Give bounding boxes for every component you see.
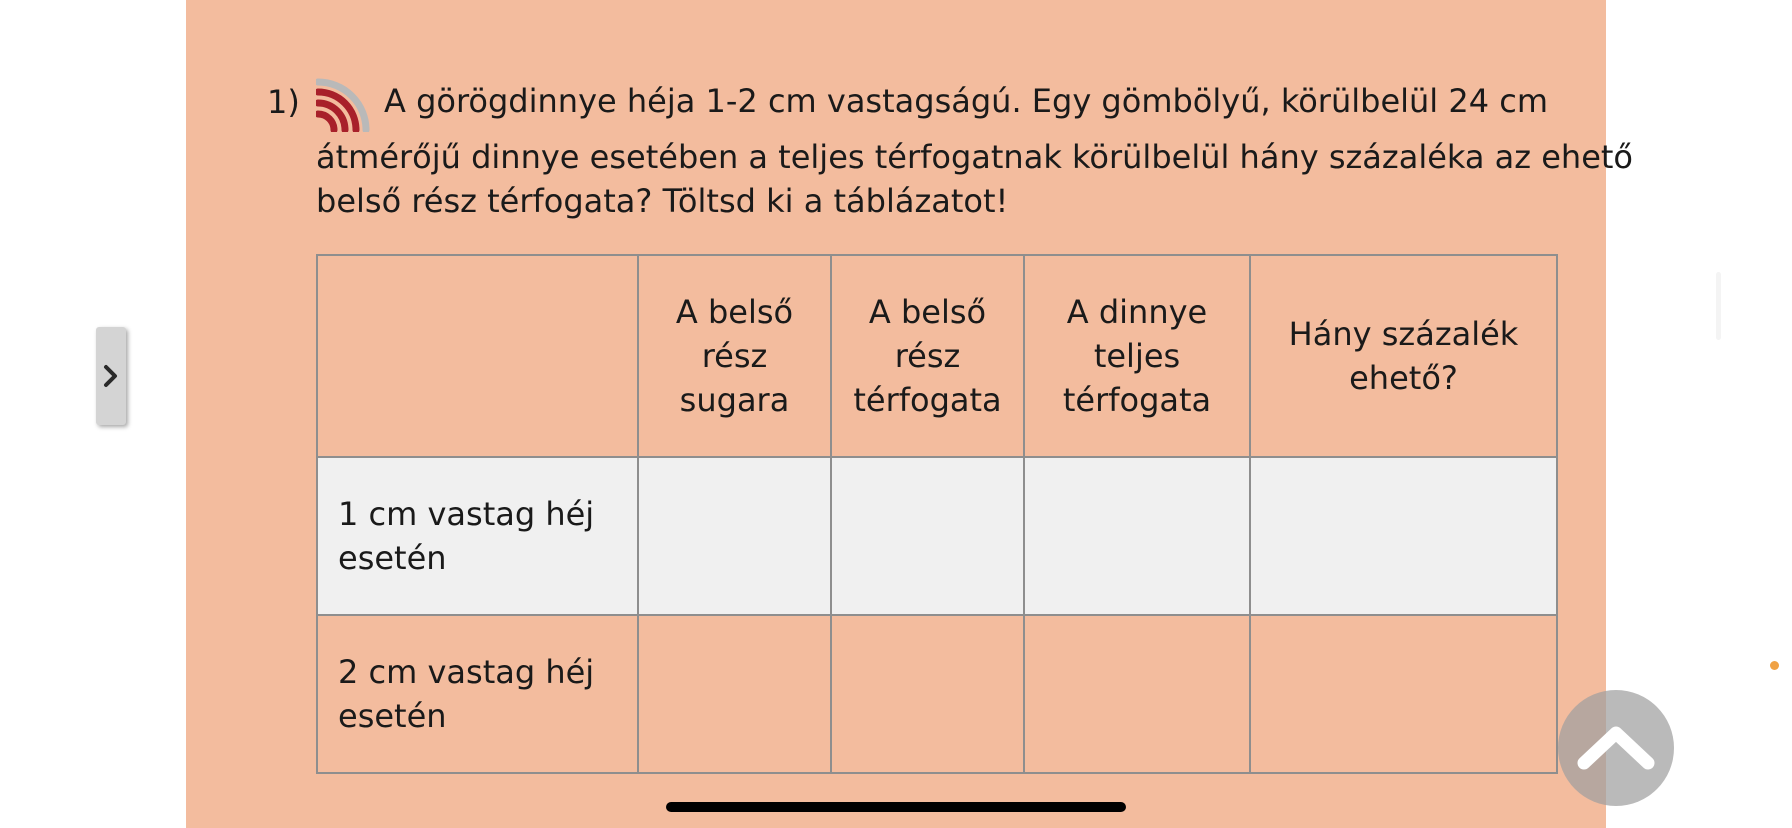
header-text: térfogata: [853, 381, 1002, 419]
header-text: Hány százalék: [1288, 315, 1519, 353]
question-text-line: A görögdinnye héja 1-2 cm vastagságú. Egy gömbölyű, körülbelül 24 cm: [384, 82, 1549, 120]
chevron-up-icon: [1576, 723, 1656, 773]
row-label-text: 2 cm vastag héj: [338, 653, 595, 691]
answer-cell[interactable]: [831, 457, 1024, 615]
table-header-edible-percent: [1250, 255, 1557, 457]
table-row: [317, 615, 1557, 773]
answer-cell[interactable]: [638, 615, 831, 773]
row-label-text: 1 cm vastag héj: [338, 495, 595, 533]
header-text: rész: [701, 337, 768, 375]
scroll-to-top-button[interactable]: [1558, 690, 1674, 806]
header-text: A belső: [868, 293, 987, 331]
row-label-2cm: [317, 615, 638, 773]
answer-cell[interactable]: [1024, 615, 1250, 773]
row-label-text: esetén: [338, 697, 447, 735]
table-header-total-volume: [1024, 255, 1250, 457]
table-header-inner-volume: [831, 255, 1024, 457]
header-text: térfogata: [1062, 381, 1212, 419]
answer-cell[interactable]: [1024, 457, 1250, 615]
row-label-text: esetén: [338, 539, 447, 577]
answer-cell[interactable]: [831, 615, 1024, 773]
status-dot: [1770, 661, 1779, 670]
question-text-line: átmérőjű dinnye esetében a teljes térfogatnak körülbelül hány százaléka az ehető: [316, 138, 1633, 176]
header-text: sugara: [679, 381, 790, 419]
header-text: A belső: [675, 293, 794, 331]
answer-cell[interactable]: [1250, 615, 1557, 773]
audio-signal-icon[interactable]: [316, 72, 376, 132]
table-header-empty: [317, 255, 638, 457]
question-text-line: belső rész térfogata? Töltsd ki a táblázatot!: [316, 182, 1009, 220]
table-header-row: [317, 255, 1557, 457]
answer-cell[interactable]: [638, 457, 831, 615]
question-number: 1): [267, 83, 300, 121]
header-text: A dinnye: [1066, 293, 1208, 331]
table-row: [317, 457, 1557, 615]
answer-table: [316, 254, 1558, 774]
home-indicator[interactable]: [666, 802, 1126, 812]
header-text: ehető?: [1349, 359, 1458, 397]
header-text: rész: [894, 337, 961, 375]
scroll-indicator: [1716, 272, 1721, 340]
answer-cell[interactable]: [1250, 457, 1557, 615]
row-label-1cm: [317, 457, 638, 615]
table-header-inner-radius: [638, 255, 831, 457]
sidebar-toggle-button[interactable]: [96, 327, 126, 425]
chevron-right-icon: [102, 363, 120, 389]
header-text: teljes: [1093, 337, 1181, 375]
